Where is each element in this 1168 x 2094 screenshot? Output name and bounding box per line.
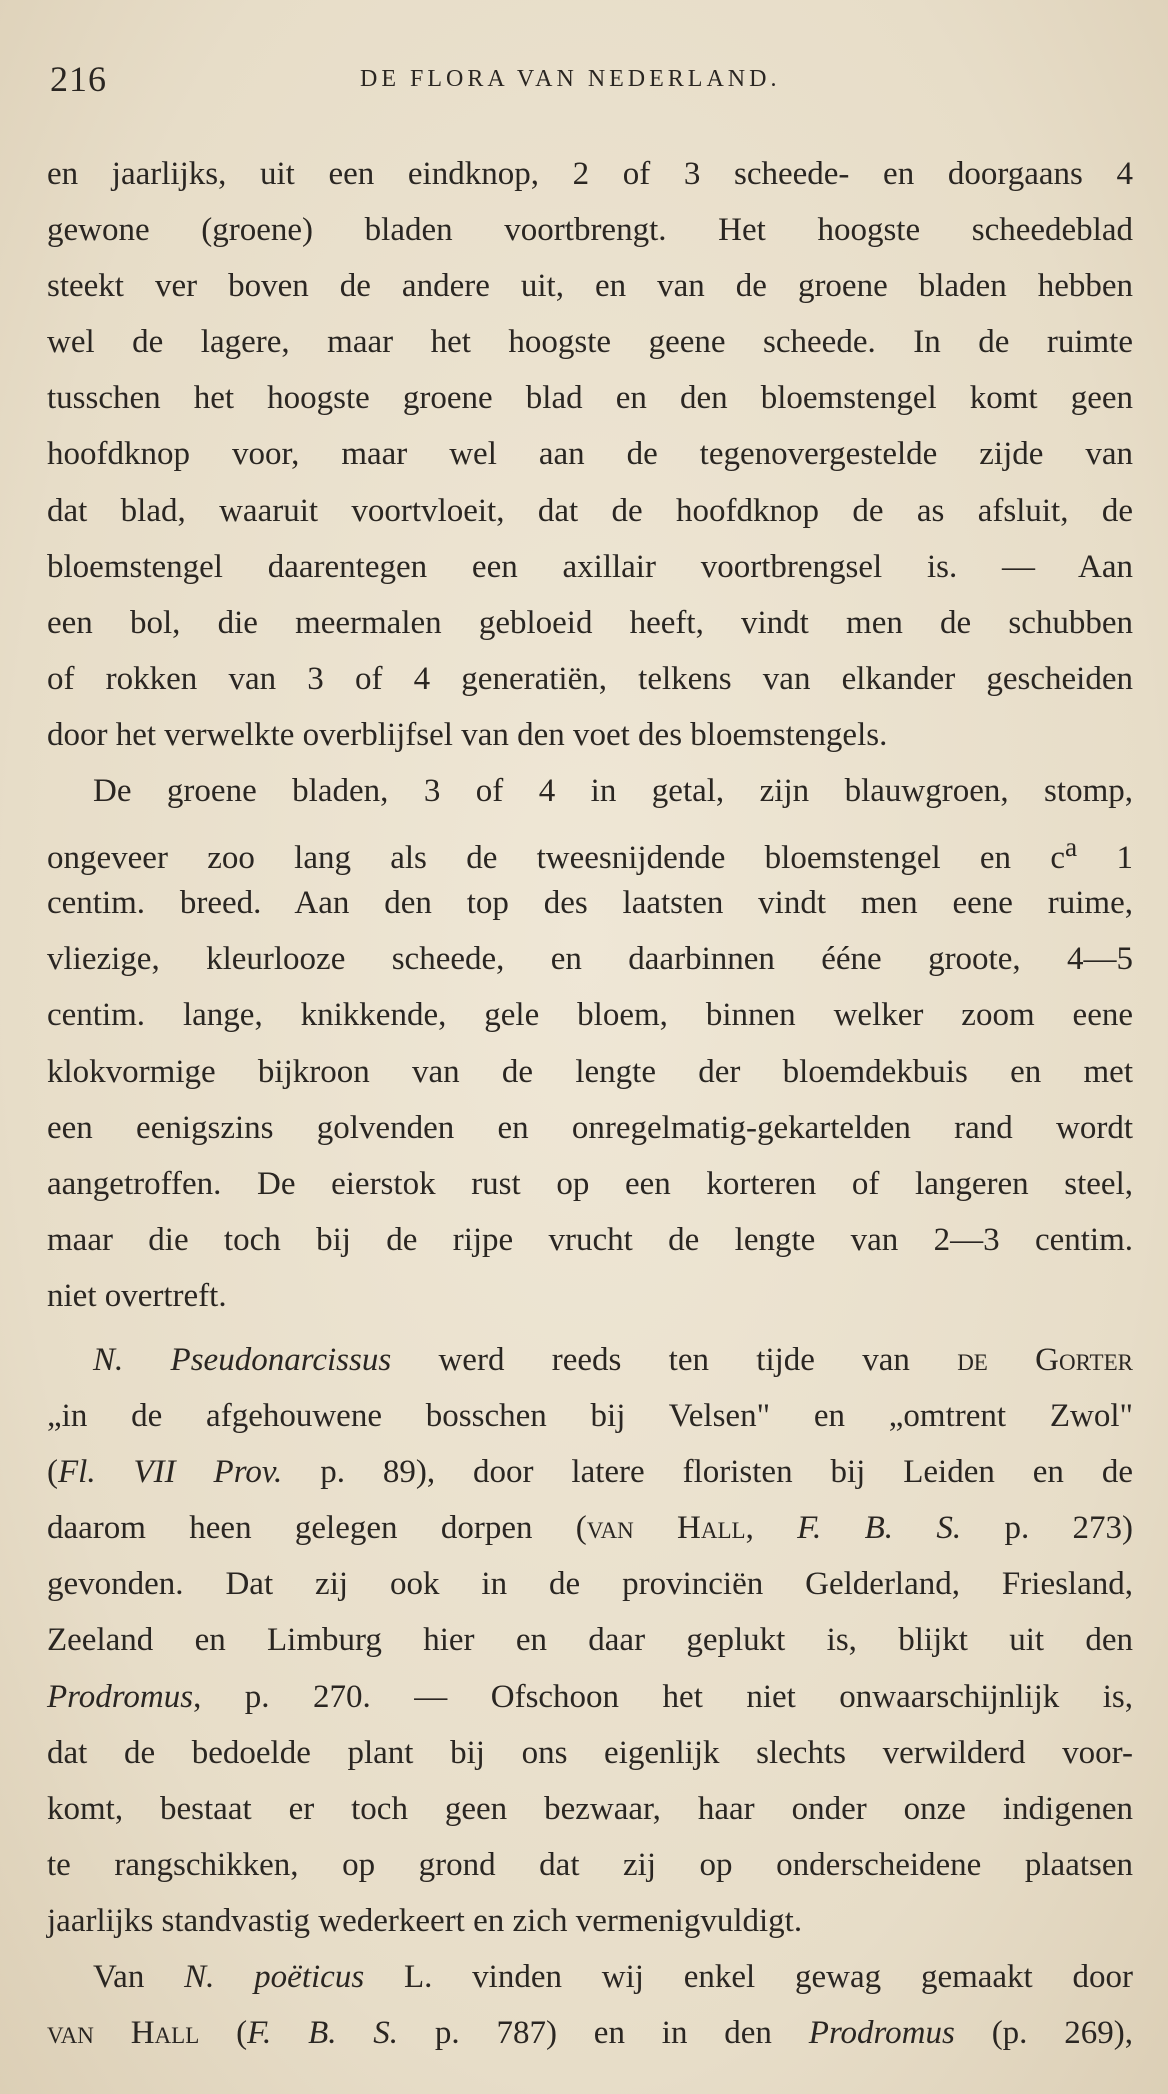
text-line: door het verwelkte overblijfsel van den voet des bloemstengels. bbox=[47, 716, 888, 753]
page-header bbox=[50, 58, 1130, 108]
running-head: DE FLORA VAN NEDERLAND. bbox=[360, 66, 781, 92]
text-line bbox=[47, 1949, 1133, 2005]
text-run: Van bbox=[93, 1959, 185, 1995]
text-line bbox=[47, 1500, 1133, 1556]
citation-title: Prodromus bbox=[808, 2015, 955, 2052]
text-run: p. 89), door latere floristen bij Leiden en de bbox=[282, 1454, 1133, 1491]
citation-title: Prodromus bbox=[47, 1678, 194, 1715]
text-line: en jaarlijks, uit een eindknop, 2 of 3 scheede- en doorgaans 4 bbox=[47, 156, 1133, 192]
text-line bbox=[47, 1669, 1133, 1725]
body-text bbox=[47, 146, 1133, 2061]
text-line: dat blad, waaruit voortvloeit, dat de hoofdknop de as afsluit, de bbox=[47, 492, 1133, 529]
text-line: vliezige, kleurlooze scheede, en daarbinnen ééne groote, 4—5 bbox=[47, 941, 1133, 978]
page-number: 216 bbox=[50, 59, 107, 99]
text-line bbox=[47, 2005, 1133, 2061]
text-line: klokvormige bijkroon van de lengte der bloemdekbuis en met bbox=[47, 1053, 1133, 1090]
citation-title: F. B. S. bbox=[797, 1510, 962, 1547]
text-line: „in de afgehouwene bosschen bij Velsen" en „omtrent Zwol" bbox=[47, 1398, 1133, 1435]
text-run: , bbox=[745, 1510, 798, 1547]
text-line: Zeeland en Limburg hier en daar geplukt is, blijkt uit den bbox=[47, 1622, 1133, 1659]
text-line: een eenigszins golvenden en onregelmatig-gekartelden rand wordt bbox=[47, 1109, 1133, 1146]
text-run: p. 273) bbox=[961, 1510, 1134, 1547]
text-run: werd reeds ten tijde van bbox=[391, 1341, 958, 1378]
text-run: p. 787) en in den bbox=[398, 2015, 809, 2052]
superscript: a bbox=[1065, 831, 1078, 863]
citation-title: Fl. VII Prov. bbox=[58, 1454, 283, 1491]
author-name: de Gorter bbox=[957, 1341, 1133, 1378]
species-name: N. poëticus bbox=[184, 1959, 365, 1995]
text-run: L. vinden wij enkel gewag gemaakt door bbox=[364, 1959, 1134, 1995]
species-name: N. Pseudonarcissus bbox=[93, 1341, 392, 1378]
text-line: dat de bedoelde plant bij ons eigenlijk slechts verwilderd voor- bbox=[47, 1734, 1133, 1771]
text-line: tusschen het hoogste groene blad en den bloemstengel komt geen bbox=[47, 380, 1133, 417]
text-line: wel de lagere, maar het hoogste geene scheede. In de ruimte bbox=[47, 324, 1133, 361]
text-line: bloemstengel daarentegen een axillair voortbrengsel is. — Aan bbox=[47, 548, 1133, 585]
text-line: gevonden. Dat zij ook in de provinciën Gelderland, Friesland, bbox=[47, 1566, 1133, 1603]
text-line: aangetroffen. De eierstok rust op een korteren of langeren steel, bbox=[47, 1165, 1133, 1202]
text-line: een bol, die meermalen gebloeid heeft, vindt men de schubben bbox=[47, 604, 1133, 641]
text-line: centim. lange, knikkende, gele bloem, binnen welker zoom eene bbox=[47, 997, 1133, 1034]
text-line: gewone (groene) bladen voortbrengt. Het hoogste scheedeblad bbox=[47, 212, 1133, 249]
text-line: niet overtreft. bbox=[47, 1277, 227, 1314]
text-line: centim. breed. Aan den top des laatsten vindt men eene ruime, bbox=[47, 885, 1133, 922]
text-line bbox=[47, 1444, 1133, 1500]
author-name: van Hall bbox=[586, 1510, 746, 1547]
text-line: hoofdknop voor, maar wel aan de tegenovergestelde zijde van bbox=[47, 436, 1133, 473]
text-run: 1 bbox=[1077, 840, 1134, 877]
text-run: ongeveer zoo lang als de tweesnijdende bloemstengel en c bbox=[47, 840, 1065, 877]
text-run: daarom heen gelegen dorpen ( bbox=[47, 1510, 587, 1547]
text-run: (p. 269), bbox=[954, 2015, 1134, 2052]
text-line: komt, bestaat er toch geen bezwaar, haar onder onze indigenen bbox=[47, 1790, 1133, 1827]
text-line: of rokken van 3 of 4 generatiën, telkens van elkander gescheiden bbox=[47, 660, 1133, 697]
text-run: ( bbox=[199, 2015, 248, 2052]
text-line bbox=[47, 819, 1133, 875]
text-line: jaarlijks standvastig wederkeert en zich vermenigvuldigt. bbox=[47, 1902, 803, 1939]
text-line: De groene bladen, 3 of 4 in getal, zijn blauwgroen, stomp, bbox=[93, 773, 1133, 810]
author-name: van Hall bbox=[47, 2015, 200, 2052]
citation-title: F. B. S. bbox=[247, 2015, 399, 2052]
text-run: , p. 270. — Ofschoon het niet onwaarschijnlijk is, bbox=[193, 1678, 1133, 1715]
text-run: ( bbox=[47, 1454, 58, 1491]
text-line: te rangschikken, op grond dat zij op onderscheidene plaatsen bbox=[47, 1846, 1133, 1883]
text-line: maar die toch bij de rijpe vrucht de lengte van 2—3 centim. bbox=[47, 1221, 1133, 1258]
text-line: steekt ver boven de andere uit, en van de groene bladen hebben bbox=[47, 268, 1133, 305]
text-line bbox=[47, 1332, 1133, 1388]
